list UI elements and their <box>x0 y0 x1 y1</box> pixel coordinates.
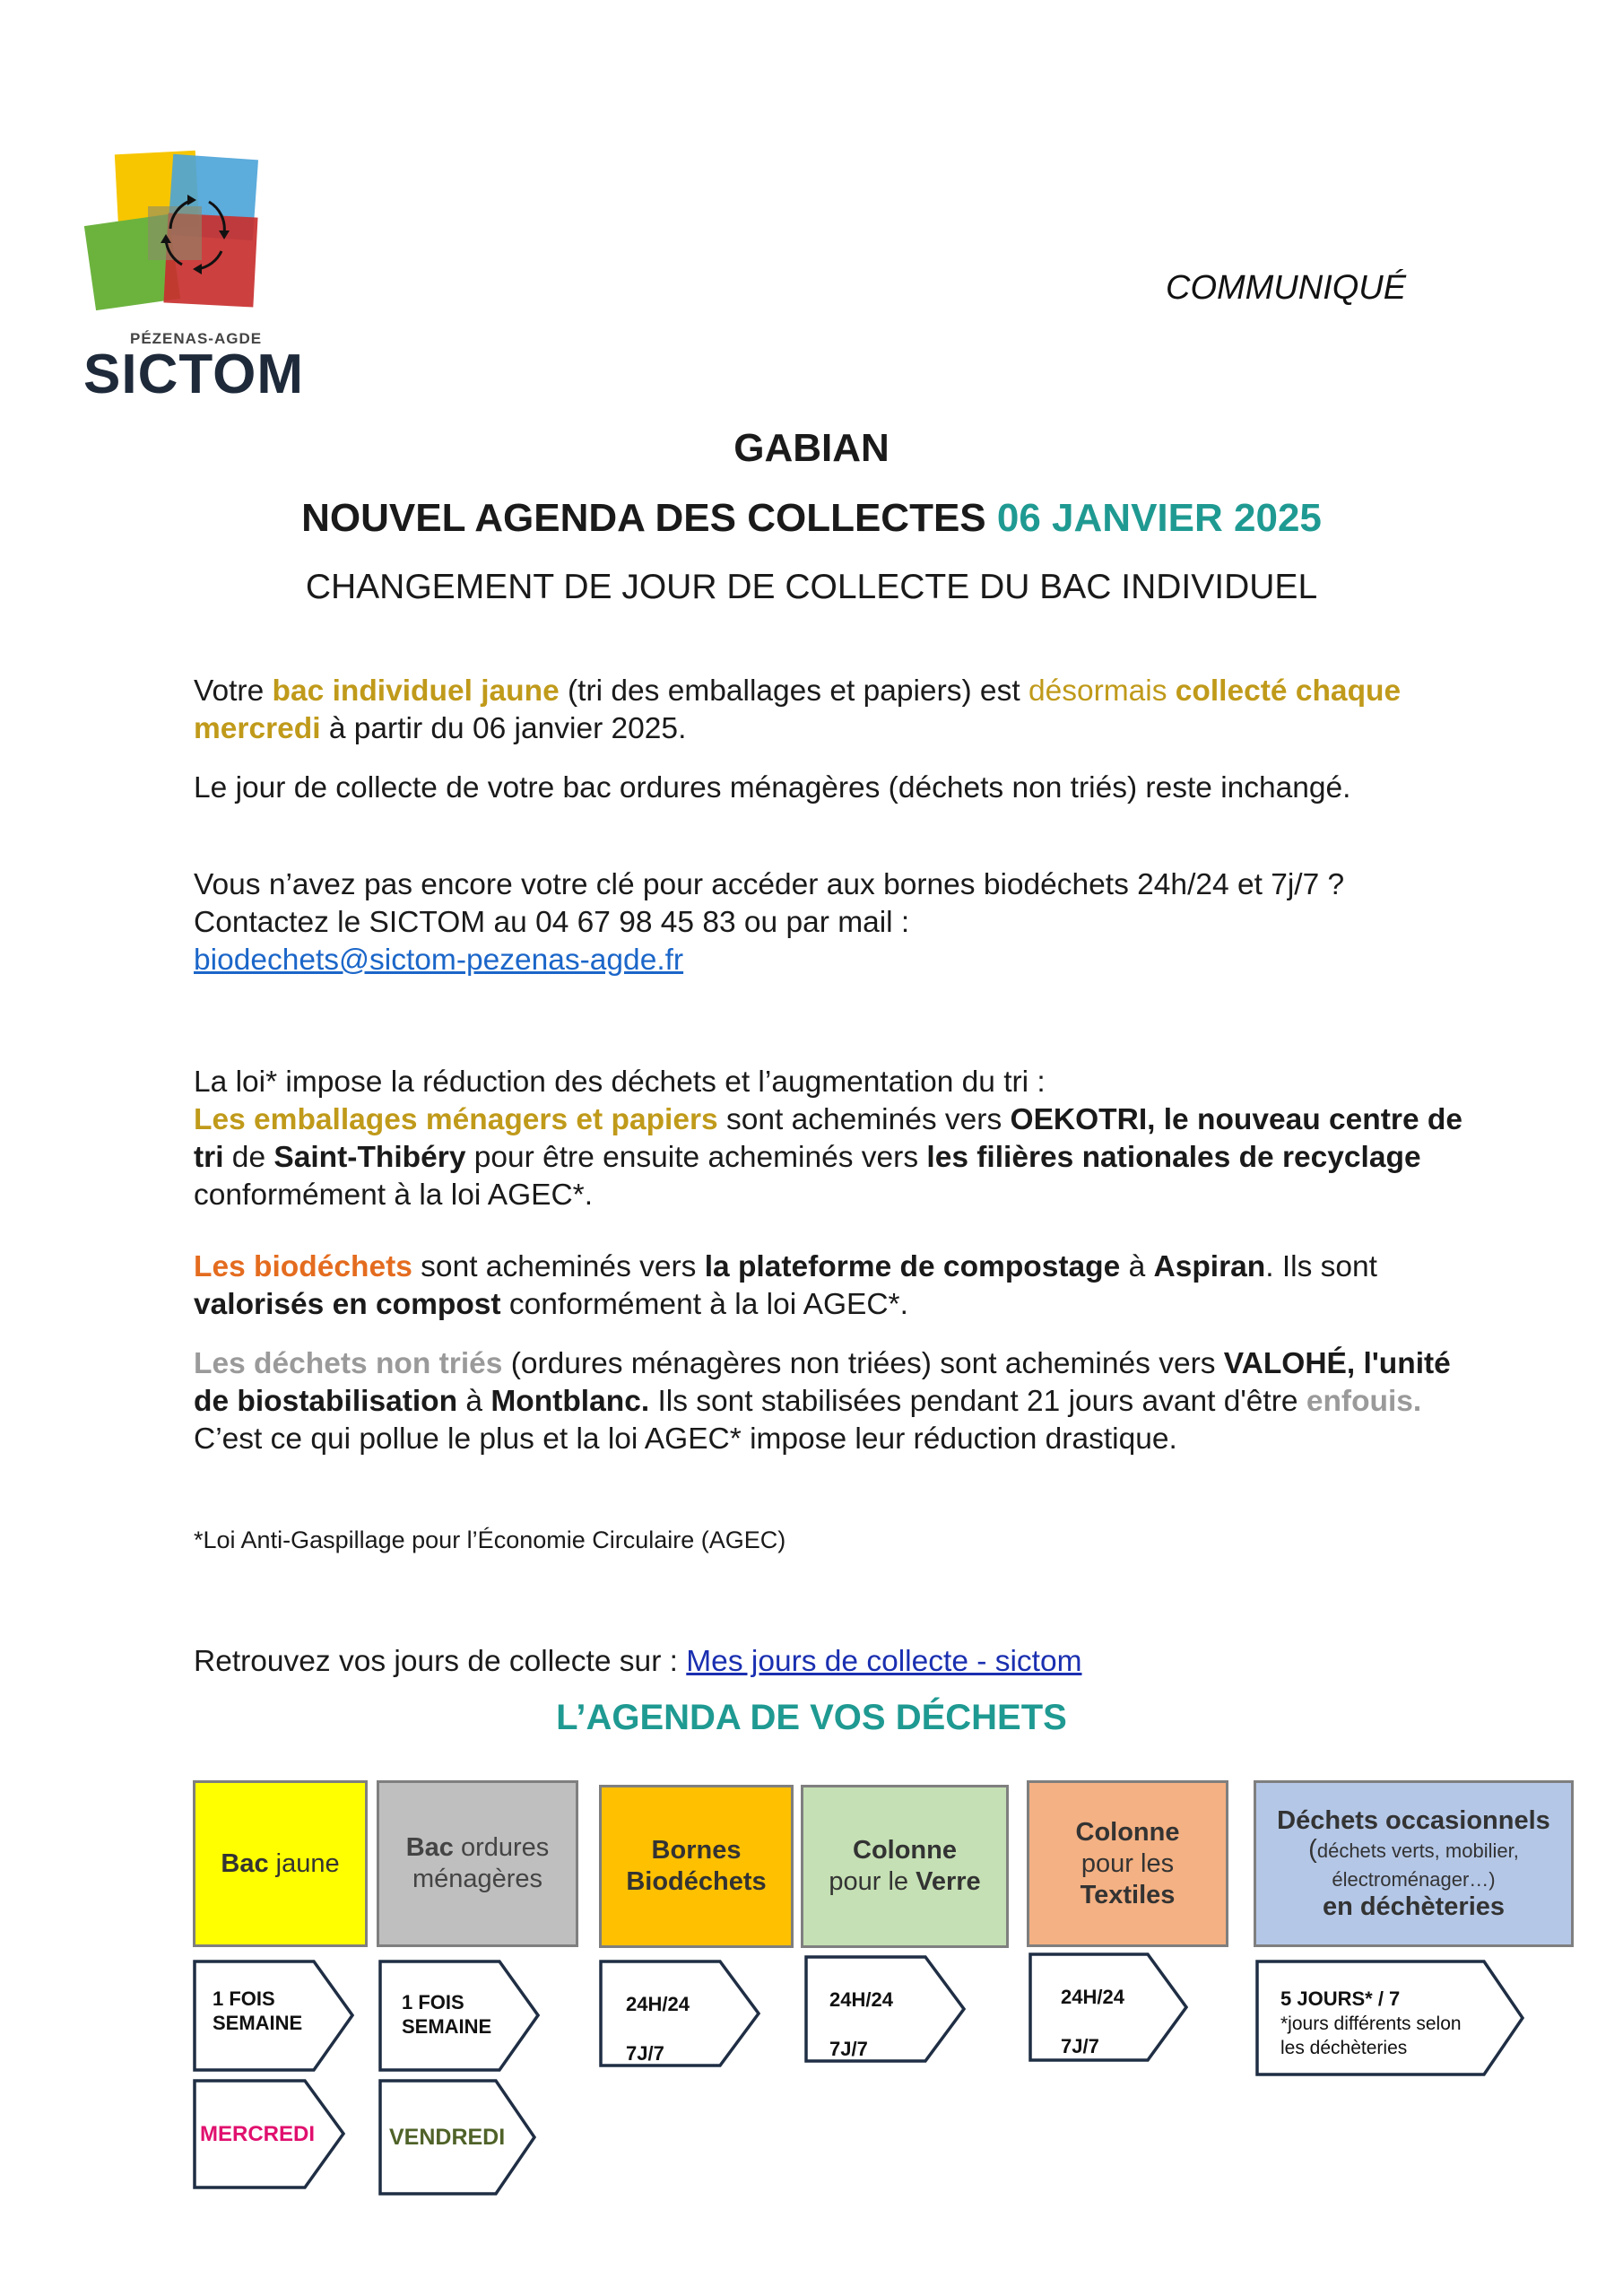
freq-jaune-l1: 1 FOIS <box>213 1987 275 2010</box>
commune-title: GABIAN <box>733 426 890 470</box>
box-jaune-bac: Bac <box>221 1848 269 1878</box>
box-bio-label: Bornes Biodéchets <box>626 1836 767 1896</box>
day-mercredi: MERCREDI <box>200 2122 316 2146</box>
p5-text-4: à <box>1120 1250 1154 1283</box>
day-arrow-om <box>378 2079 536 2196</box>
agenda-heading-prefix: NOUVEL AGENDA DES COLLECTES <box>301 496 986 540</box>
p4-text-8: conformément à la loi AGEC*. <box>194 1178 594 1212</box>
p4-text-4: de <box>223 1141 274 1174</box>
box-verre-verre: Verre <box>916 1867 981 1896</box>
p5-text-8: conformément à la loi AGEC*. <box>500 1288 908 1321</box>
freq-dechets-l2: *jours différents selon les déchèteries <box>1280 2013 1462 2058</box>
agenda-heading <box>0 496 1623 541</box>
freq-bio-l1: 24H/24 <box>626 1993 690 2015</box>
p5-text-6: . Ils sont <box>1265 1250 1377 1283</box>
box-bornes-biodechets <box>599 1785 794 1948</box>
paragraph-bac-jaune <box>194 673 1467 748</box>
collecte-link-prefix: Retrouvez vos jours de collecte sur : <box>194 1645 687 1678</box>
logo-name: SICTOM <box>83 344 304 405</box>
paragraph-loi <box>194 1064 1467 1214</box>
freq-verre-l1: 24H/24 <box>829 1988 893 2011</box>
freq-arrow-bio <box>599 1960 760 2067</box>
box-dechets-title: Déchets occasionnels <box>1277 1806 1550 1835</box>
box-dechets-paren: ( <box>1308 1835 1317 1864</box>
logo-subtitle: PÉZENAS-AGDE <box>130 330 263 347</box>
freq-jaune-l2: SEMAINE <box>213 2012 303 2034</box>
p1-date: à partir du 06 janvier 2025. <box>320 712 687 745</box>
p6-text-6: Ils sont stabilisées pendant 21 jours avant d'être <box>649 1385 1306 1418</box>
p4-text-2: sont acheminés vers <box>717 1103 1011 1136</box>
box-dechets-detail: déchets verts, mobilier, électroménager…) <box>1316 1839 1519 1891</box>
freq-om-l1: 1 FOIS <box>402 1991 464 2013</box>
collecte-link[interactable]: Mes jours de collecte - sictom <box>686 1645 1082 1678</box>
freq-verre-l2: 7J/7 <box>829 2038 868 2060</box>
box-verre-pour: pour le <box>829 1867 916 1896</box>
p4-text-6: pour être ensuite acheminés vers <box>465 1141 927 1174</box>
p6-enfouis: enfouis. <box>1306 1385 1422 1418</box>
box-colonne-verre <box>801 1785 1009 1948</box>
box-textile-pour: pour les <box>1081 1848 1175 1878</box>
box-dechets-occasionnels <box>1254 1780 1574 1947</box>
paragraph-non-tries <box>194 1345 1467 1458</box>
freq-textile-l1: 24H/24 <box>1061 1986 1124 2008</box>
freq-arrow-verre <box>804 1955 966 2063</box>
recycle-arrows-icon <box>130 175 256 291</box>
page-subtitle: CHANGEMENT DE JOUR DE COLLECTE DU BAC INDIVIDUEL <box>305 568 1318 606</box>
freq-arrow-om <box>378 1960 540 2072</box>
box-jaune-label: jaune <box>268 1848 340 1878</box>
freq-om-l2: SEMAINE <box>402 2015 492 2038</box>
p5-aspiran: Aspiran <box>1153 1250 1266 1283</box>
p6-valohe: VALOHÉ, l'unité de biostabilisation <box>194 1347 1451 1418</box>
freq-arrow-dechets <box>1255 1960 1524 2076</box>
box-dechets-decheteries: en déchèteries <box>1322 1892 1506 1921</box>
p4-oekotri: OEKOTRI, le nouveau centre de tri <box>194 1103 1462 1174</box>
box-om-label: ordures ménagères <box>412 1833 550 1893</box>
freq-arrow-jaune <box>193 1960 354 2072</box>
agenda-heading-date: 06 JANVIER 2025 <box>996 496 1322 540</box>
day-vendredi: VENDREDI <box>389 2125 506 2150</box>
footnote: *Loi Anti-Gaspillage pour l’Économie Circulaire (AGEC) <box>194 1526 786 1553</box>
freq-dechets-l1: 5 JOURS* / 7 <box>1280 1987 1401 2010</box>
p3-text: Vous n’avez pas encore votre clé pour accéder aux bornes biodéchets 24h/24 et 7j/7 ? Contactez le SICTOM au 04 67 98 45 83 ou par mail : <box>194 868 1345 939</box>
p1-collecte: collecté chaque mercredi <box>194 674 1402 745</box>
email-link[interactable]: biodechets@sictom-pezenas-agde.fr <box>194 944 684 977</box>
sictom-logo <box>76 152 304 408</box>
box-verre-colonne: Colonne <box>853 1836 957 1865</box>
p1-desormais: désormais <box>1028 674 1167 708</box>
p1-text-3: (tri des emballages et papiers) est <box>559 674 1028 708</box>
paragraph-cle <box>194 866 1467 979</box>
p1-text-1: Votre <box>194 674 273 708</box>
p4-emballages: Les emballages ménagers et papiers <box>194 1103 718 1136</box>
communique-label: COMMUNIQUÉ <box>1166 269 1407 307</box>
freq-arrow-textile <box>1028 1952 1188 2062</box>
p6-text-8: C’est ce qui pollue le plus et la loi AGEC* impose leur réduction drastique. <box>194 1422 1177 1456</box>
paragraph-biodechets <box>194 1248 1467 1324</box>
box-textile-colonne: Colonne <box>1075 1817 1180 1847</box>
collecte-link-line <box>194 1643 1467 1681</box>
day-arrow-jaune <box>193 2079 345 2189</box>
box-bac-om <box>377 1780 578 1947</box>
agenda-section-title: L’AGENDA DE VOS DÉCHETS <box>556 1698 1067 1737</box>
p6-text-2: (ordures ménagères non triées) sont acheminés vers <box>502 1347 1224 1380</box>
p4-filieres: les filières nationales de recyclage <box>926 1141 1421 1174</box>
box-om-bac: Bac <box>405 1833 454 1862</box>
box-bac-jaune <box>193 1780 368 1947</box>
p4-saint-thibery: Saint-Thibéry <box>273 1141 466 1174</box>
box-textile-textiles: Textiles <box>1080 1880 1176 1909</box>
p5-compost: valorisés en compost <box>194 1288 501 1321</box>
p5-biodechets: Les biodéchets <box>194 1250 412 1283</box>
p6-text-4: à <box>457 1385 491 1418</box>
p6-non-tries: Les déchets non triés <box>194 1347 503 1380</box>
paragraph-ordures: Le jour de collecte de votre bac ordures ménagères (déchets non triés) reste inchangé. <box>194 771 1351 804</box>
p6-montblanc: Montblanc. <box>490 1385 650 1418</box>
p5-plateforme: la plateforme de compostage <box>704 1250 1121 1283</box>
freq-textile-l2: 7J/7 <box>1061 2035 1099 2057</box>
box-colonne-textiles <box>1027 1780 1228 1947</box>
p5-text-2: sont acheminés vers <box>412 1250 705 1283</box>
p1-bac-jaune: bac individuel jaune <box>272 674 560 708</box>
p4-line1: La loi* impose la réduction des déchets et l’augmentation du tri : <box>194 1065 1046 1099</box>
freq-bio-l2: 7J/7 <box>626 2042 664 2065</box>
